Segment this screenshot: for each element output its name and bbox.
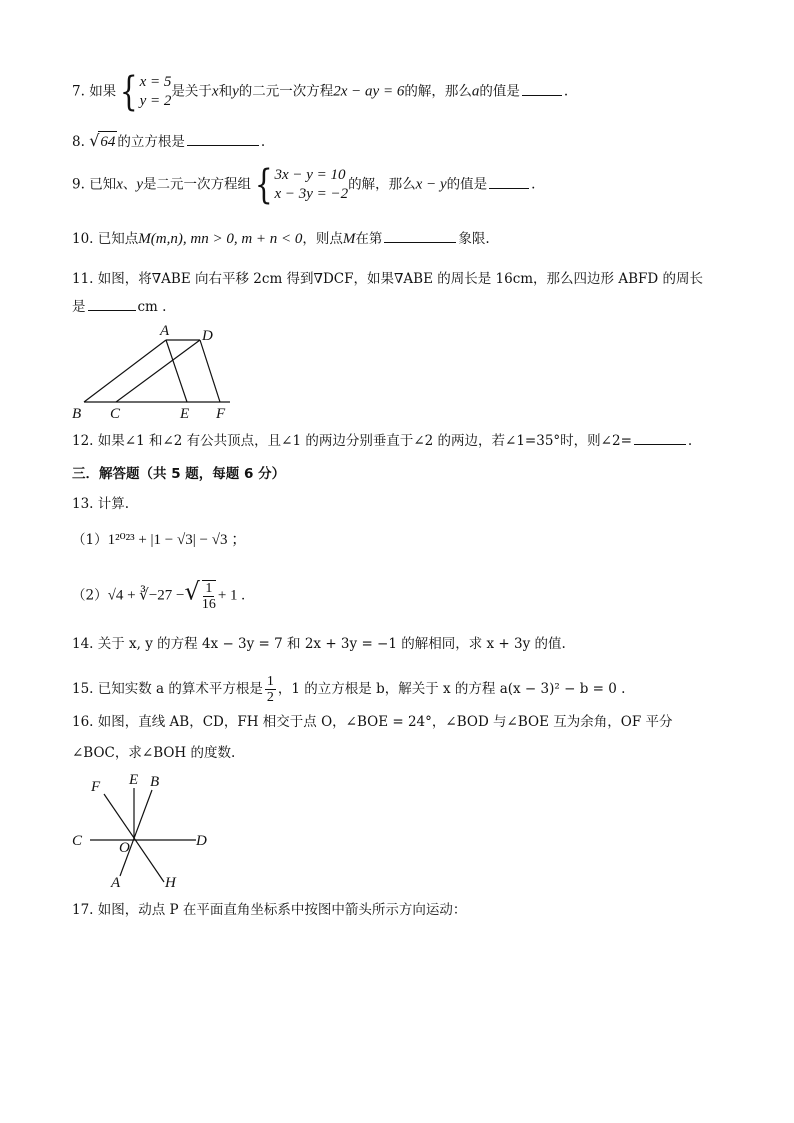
q7-var-y: y [232, 83, 239, 100]
q13-part2-tail: + 1 . [217, 587, 246, 604]
figure-11-translation [70, 318, 240, 422]
q9-text2: 是二元一次方程组 [143, 176, 252, 193]
q9-text: 已知 [89, 176, 117, 193]
q7-text4: 的二元一次方程 [238, 83, 334, 100]
q15-text2: ，1 的立方根是 b，解关于 x 的方程 a(x − 3)² − b = 0 . [277, 681, 626, 697]
fig16-label-D: D [196, 833, 207, 849]
fig11-label-B: B [72, 406, 82, 422]
question-16-line2: ∠BOC，求∠BOH 的度数. [72, 745, 236, 761]
question-8: 8. √64 的立方根是 . [72, 131, 266, 150]
q7-text5: 的解，那么 [404, 83, 472, 100]
question-12 [72, 430, 692, 451]
q11-unit: cm . [137, 299, 167, 315]
q8-radicand: 64 [98, 131, 117, 152]
fig11-label-D: D [202, 328, 213, 344]
fig16-label-A: A [111, 875, 121, 891]
q10-var-m: M [342, 231, 356, 247]
q7-var-a: a [471, 83, 480, 100]
question-13-part2: （2）√4 + ∛−27 −√ $\frac{1}{16}$ + 1 . [72, 577, 246, 612]
fig16-label-C: C [72, 833, 83, 849]
fig11-label-E: E [180, 406, 190, 422]
q9-system: { 3x − y = 10 x − 3y = −2 [254, 162, 349, 208]
q12-text: 12. 如果∠1 和∠2 有公共顶点，且∠1 的两边分别垂直于∠2 的两边，若∠1=35°时，则∠2= [72, 433, 632, 449]
q7-end: . [563, 83, 569, 100]
fig16-label-O: O [119, 840, 130, 856]
q13-frac-num: 1 [205, 581, 213, 596]
question-11-line1: 11. 如图，将∇ABE 向右平移 2cm 得到∇DCF，如果∇ABE 的周长是 16cm，那么四边形 ABFD 的周长 [72, 271, 703, 287]
q10-number: 10. [72, 231, 94, 247]
fig11-label-F: F [216, 406, 226, 422]
question-9 [72, 162, 536, 208]
fig16-label-B: B [150, 774, 160, 790]
question-17: 17. 如图，动点 P 在平面直角坐标系中按图中箭头所示方向运动： [72, 902, 467, 918]
q13-part1-label: （1） [72, 532, 108, 548]
fig16-label-E: E [129, 772, 139, 788]
section-3-header: 三．解答题（共 5 题，每题 6 分） [72, 466, 286, 482]
q9-number: 9. [72, 176, 85, 193]
question-7 [72, 69, 569, 115]
q10-point: M(m,n) [138, 231, 183, 247]
q9-answer-blank[interactable] [489, 174, 529, 189]
q11-text: 是 [72, 299, 86, 315]
q8-answer-blank[interactable] [187, 131, 259, 146]
q13-part2-expr: √4 + ∛−27 − [107, 587, 185, 604]
q10-text: 已知点 [97, 231, 139, 247]
q9-eq2: x − 3y = −2 [274, 186, 349, 202]
q8-end: . [260, 134, 266, 150]
q9-var-x: x [116, 176, 123, 193]
q7-text3: 和 [218, 83, 233, 100]
q7-answer-blank[interactable] [522, 81, 562, 96]
q9-text3: 的解，那么 [348, 176, 416, 193]
q12-end: . [687, 433, 693, 449]
q13-part2-label: （2） [72, 587, 108, 604]
q7-eq1: x = 5 [139, 74, 172, 90]
q15-frac-num: 1 [266, 674, 274, 689]
q9-var-y: y [136, 176, 144, 193]
question-14: 14. 关于 x, y 的方程 4x − 3y = 7 和 2x + 3y = −1 的解相同，求 x + 3y 的值. [72, 636, 566, 652]
q15-frac-den: 2 [266, 690, 274, 705]
q13-frac-den: 16 [201, 597, 216, 612]
q8-text: 的立方根是 [117, 134, 185, 150]
question-13-part1 [72, 530, 246, 550]
q9-end: . [531, 176, 536, 193]
q15-text: 15. 已知实数 a 的算术平方根是 [72, 681, 263, 697]
q7-var-x: x [211, 83, 219, 100]
q9-text4: 的值是 [446, 176, 488, 193]
fig16-label-H: H [165, 875, 176, 891]
q10-text2: ，则点 [302, 231, 343, 247]
figure-16-intersecting-lines [68, 768, 218, 892]
q7-system: { x = 5 y = 2 [120, 69, 172, 115]
q12-answer-blank[interactable] [634, 430, 686, 445]
q7-text6: 的值是 [479, 83, 520, 100]
q11-answer-blank[interactable] [88, 296, 136, 311]
q7-equation: 2x − ay = 6 [333, 83, 405, 100]
question-13-title: 13. 计算. [72, 496, 130, 512]
question-11-line2 [72, 296, 166, 317]
q9-eq1: 3x − y = 10 [274, 167, 346, 183]
question-15 [72, 674, 625, 705]
fig16-label-F: F [91, 779, 101, 795]
question-10 [72, 228, 490, 249]
q10-condition: , mn > 0, m + n < 0 [182, 231, 303, 247]
q7-text: 如果 [89, 83, 117, 100]
q8-number: 8. [72, 134, 85, 150]
q7-eq2: y = 2 [139, 93, 172, 109]
q9-expr: x − y [415, 176, 447, 193]
q7-text2: 是关于 [171, 83, 212, 100]
q10-text4: 象限. [458, 231, 490, 247]
q7-number: 7. [72, 83, 85, 100]
q10-text3: 在第 [355, 231, 383, 247]
fig11-label-C: C [110, 406, 121, 422]
q13-part1-expr: 1²⁰²³ + |1 − √3| − √3 ； [107, 532, 247, 548]
question-16-line1: 16. 如图，直线 AB，CD，FH 相交于点 O，∠BOE = 24°，∠BOD 与∠BOE 互为余角，OF 平分 [72, 714, 673, 730]
q10-answer-blank[interactable] [384, 228, 456, 243]
fig11-label-A: A [160, 323, 170, 339]
q9-sep: 、 [122, 176, 137, 193]
